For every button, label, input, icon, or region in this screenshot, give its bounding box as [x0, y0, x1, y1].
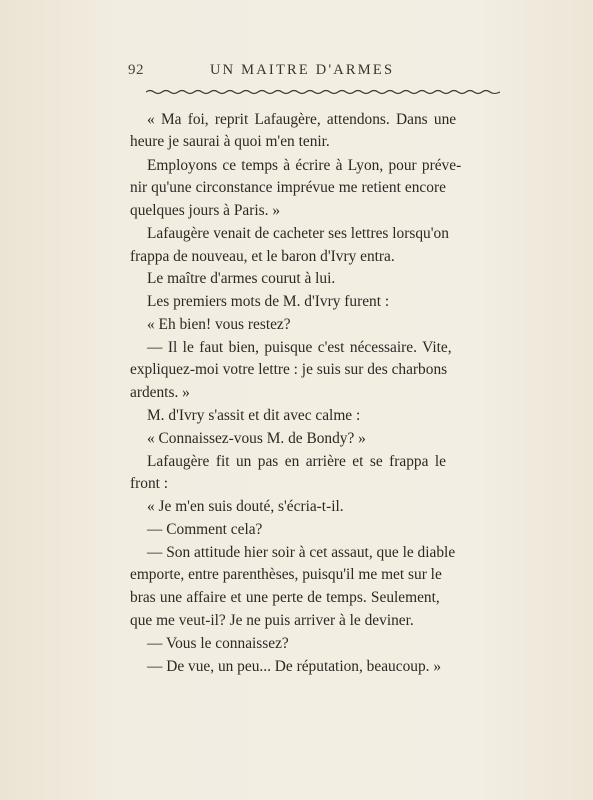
text-line: « Je m'en suis douté, s'écria-t-il. — [147, 498, 344, 515]
text-line: Employons ce temps à écrire à Lyon, pour préve- — [147, 157, 462, 174]
text-line: — Il le faut bien, puisque c'est nécessaire. Vite, — [147, 339, 452, 356]
text-line: front : — [130, 475, 169, 492]
text-line: Le maître d'armes courut à lui. — [147, 270, 336, 287]
text-line: quelques jours à Paris. » — [130, 202, 281, 219]
running-title: UN MAITRE D'ARMES — [210, 62, 395, 78]
text-line: Lafaugère fit un pas en arrière et se frappa le — [147, 453, 446, 470]
text-line: — Comment cela? — [147, 521, 263, 538]
text-line: nir qu'une circonstance imprévue me retient encore — [130, 179, 446, 196]
text-line: « Ma foi, reprit Lafaugère, attendons. Dans une — [147, 111, 457, 128]
text-line: M. d'Ivry s'assit et dit avec calme : — [147, 407, 361, 424]
text-line: — Son attitude hier soir à cet assaut, que le diable — [147, 544, 456, 561]
text-line: ardents. » — [130, 384, 190, 401]
page-number: 92 — [128, 62, 144, 78]
text-line: — De vue, un peu... De réputation, beaucoup. » — [147, 658, 442, 675]
text-line: bras une affaire et une perte de temps. Seulement, — [130, 589, 440, 606]
text-line: « Connaissez-vous M. de Bondy? » — [147, 430, 366, 447]
ornamental-rule — [146, 88, 500, 96]
text-line: « Eh bien! vous restez? — [147, 316, 291, 333]
text-line: frappa de nouveau, et le baron d'Ivry entra. — [130, 248, 395, 265]
running-head — [0, 62, 593, 82]
text-line: — Vous le connaissez? — [147, 635, 289, 652]
text-line: Lafaugère venait de cacheter ses lettres lorsqu'on — [147, 225, 449, 242]
text-line: que me veut-il? Je ne puis arriver à le deviner. — [130, 612, 414, 629]
text-line: emporte, entre parenthèses, puisqu'il me met sur le — [130, 566, 442, 583]
text-line: Les premiers mots de M. d'Ivry furent : — [147, 293, 390, 310]
text-line: heure je saurai à quoi m'en tenir. — [130, 133, 330, 150]
text-line: expliquez-moi votre lettre : je suis sur des charbons — [130, 361, 448, 378]
